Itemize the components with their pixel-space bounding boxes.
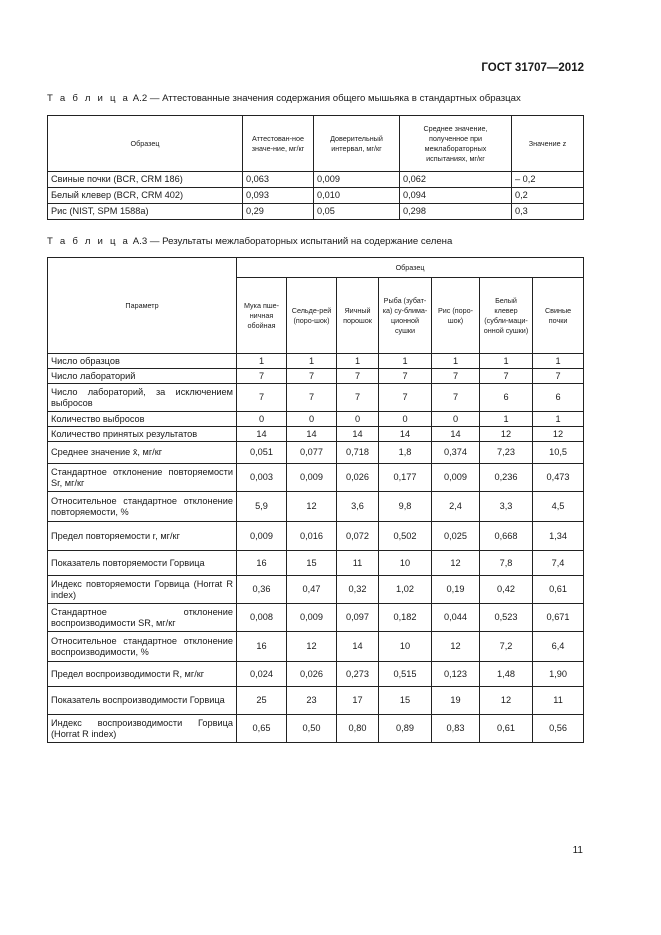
- header-sample: Образец: [48, 116, 243, 172]
- table-row: [48, 188, 584, 204]
- cell: 1: [337, 354, 379, 369]
- cell: 0,182: [379, 604, 432, 632]
- cell: 12: [480, 687, 533, 715]
- cell: 12: [287, 632, 337, 662]
- cell: 14: [432, 427, 480, 442]
- cell: 16: [237, 632, 287, 662]
- header-mean-value: Среднее значение, полученное при межлабораторных испытаниях, мг/кг: [400, 116, 512, 172]
- cell: 14: [337, 427, 379, 442]
- cell: 0: [237, 412, 287, 427]
- cell: 7: [432, 369, 480, 384]
- row-label: Количество выбросов: [48, 412, 237, 427]
- cell: 7: [533, 369, 584, 384]
- column-header: Мука пше-ничная обойная: [237, 278, 287, 354]
- cell: 0,19: [432, 576, 480, 604]
- cell: 10: [379, 551, 432, 576]
- cell: 6,4: [533, 632, 584, 662]
- page-number: 11: [572, 845, 583, 856]
- cell: 19: [432, 687, 480, 715]
- cell: 0,718: [337, 442, 379, 464]
- cell: 0,56: [533, 715, 584, 743]
- row-label: Относительное стандартное отклонение повторяемости, %: [48, 492, 237, 522]
- row-label: Стандартное отклонение воспроизводимости SR, мг/кг: [48, 604, 237, 632]
- cell: 17: [337, 687, 379, 715]
- cell: 23: [287, 687, 337, 715]
- cell: 12: [287, 492, 337, 522]
- cell: 0: [287, 412, 337, 427]
- table-row: [48, 384, 584, 412]
- table-row: [48, 492, 584, 522]
- cell: 14: [237, 427, 287, 442]
- cell: 12: [480, 427, 533, 442]
- cell: 0,010: [314, 188, 400, 204]
- column-header: Белый клевер (субли-маци-онной сушки): [480, 278, 533, 354]
- cell: 0,65: [237, 715, 287, 743]
- cell: Свиные почки (BCR, CRM 186): [48, 172, 243, 188]
- cell: 0,668: [480, 522, 533, 551]
- table-a2: [47, 115, 584, 220]
- cell: 5,9: [237, 492, 287, 522]
- cell: 7: [480, 369, 533, 384]
- row-label: Показатель повторяемости Горвица: [48, 551, 237, 576]
- table-row: [48, 442, 584, 464]
- cell: 2,4: [432, 492, 480, 522]
- cell: 0,47: [287, 576, 337, 604]
- cell: 1,02: [379, 576, 432, 604]
- caption-prefix: Т а б л и ц а: [47, 236, 131, 247]
- cell: 0,094: [400, 188, 512, 204]
- cell: Рис (NIST, SPM 1588a): [48, 204, 243, 220]
- cell: 0,051: [237, 442, 287, 464]
- cell: 9,8: [379, 492, 432, 522]
- cell: 10: [379, 632, 432, 662]
- cell: 1: [533, 412, 584, 427]
- cell: 7: [287, 369, 337, 384]
- table-a3: [47, 257, 584, 743]
- cell: 7: [287, 384, 337, 412]
- table-row: [48, 204, 584, 220]
- row-label: Индекс воспроизводимости Горвица (Horrat R index): [48, 715, 237, 743]
- cell: 7: [237, 369, 287, 384]
- cell: 15: [379, 687, 432, 715]
- cell: 1: [287, 354, 337, 369]
- cell: 15: [287, 551, 337, 576]
- standard-number: ГОСТ 31707—2012: [481, 62, 584, 74]
- table-row: [48, 412, 584, 427]
- cell: 6: [480, 384, 533, 412]
- cell: 0,063: [243, 172, 314, 188]
- cell: 0,273: [337, 662, 379, 687]
- cell: 7: [432, 384, 480, 412]
- table-row: [48, 354, 584, 369]
- header-z-value: Значение z: [512, 116, 584, 172]
- cell: 0,89: [379, 715, 432, 743]
- cell: 0,009: [314, 172, 400, 188]
- cell: 25: [237, 687, 287, 715]
- cell: 1: [480, 412, 533, 427]
- row-label: Число лабораторий, за исключением выбросов: [48, 384, 237, 412]
- cell: 0,29: [243, 204, 314, 220]
- table-row: [48, 687, 584, 715]
- table-row: [48, 604, 584, 632]
- cell: 0,236: [480, 464, 533, 492]
- cell: 0,61: [533, 576, 584, 604]
- cell: 7: [237, 384, 287, 412]
- column-header: Яичный порошок: [337, 278, 379, 354]
- table-row: [48, 369, 584, 384]
- table-row: [48, 427, 584, 442]
- cell: 11: [533, 687, 584, 715]
- cell: 14: [337, 632, 379, 662]
- cell: 1: [237, 354, 287, 369]
- table-row: [48, 551, 584, 576]
- cell: 1: [480, 354, 533, 369]
- cell: 0: [432, 412, 480, 427]
- caption-number: А.3: [132, 236, 148, 247]
- cell: 7,2: [480, 632, 533, 662]
- cell: 1,8: [379, 442, 432, 464]
- cell: 0,026: [287, 662, 337, 687]
- table-row: [48, 632, 584, 662]
- cell: 10,5: [533, 442, 584, 464]
- table-a3-header-row: [48, 258, 584, 278]
- table-row: [48, 576, 584, 604]
- cell: 1: [533, 354, 584, 369]
- header-parameter: Параметр: [48, 258, 237, 354]
- cell: 0,008: [237, 604, 287, 632]
- cell: 0,50: [287, 715, 337, 743]
- cell: 0,177: [379, 464, 432, 492]
- cell: 6: [533, 384, 584, 412]
- header-sample-group: Образец: [237, 258, 584, 278]
- cell: 0,502: [379, 522, 432, 551]
- row-label: Относительное стандартное отклонение воспроизводимости, %: [48, 632, 237, 662]
- cell: 0,671: [533, 604, 584, 632]
- cell: 0,80: [337, 715, 379, 743]
- cell: 12: [432, 632, 480, 662]
- cell: – 0,2: [512, 172, 584, 188]
- cell: 0,097: [337, 604, 379, 632]
- cell: 11: [337, 551, 379, 576]
- column-header: Рис (поро-шок): [432, 278, 480, 354]
- cell: 0,32: [337, 576, 379, 604]
- caption-text: — Аттестованные значения содержания общего мышьяка в стандартных образцах: [149, 93, 521, 104]
- cell: 0,36: [237, 576, 287, 604]
- cell: 0,523: [480, 604, 533, 632]
- cell: 14: [287, 427, 337, 442]
- table-a2-header-row: [48, 116, 584, 172]
- column-header: Сельде-рей (поро-шок): [287, 278, 337, 354]
- cell: 0,093: [243, 188, 314, 204]
- table-row: [48, 172, 584, 188]
- cell: 3,6: [337, 492, 379, 522]
- cell: 0,2: [512, 188, 584, 204]
- row-label: Количество принятых результатов: [48, 427, 237, 442]
- cell: 7,23: [480, 442, 533, 464]
- table-row: [48, 464, 584, 492]
- cell: 0,062: [400, 172, 512, 188]
- row-label: Индекс повторяемости Горвица (Horrat R index): [48, 576, 237, 604]
- cell: 16: [237, 551, 287, 576]
- cell: 0,077: [287, 442, 337, 464]
- row-label: Среднее значение x̄, мг/кг: [48, 442, 237, 464]
- table-a3-caption: [47, 236, 452, 247]
- cell: 0,072: [337, 522, 379, 551]
- column-header: Рыба (зубат-ка) су-блима-ционной сушки: [379, 278, 432, 354]
- cell: 1: [379, 354, 432, 369]
- cell: 1,48: [480, 662, 533, 687]
- cell: 0,83: [432, 715, 480, 743]
- row-label: Число образцов: [48, 354, 237, 369]
- cell: 0,61: [480, 715, 533, 743]
- cell: 0,044: [432, 604, 480, 632]
- cell: 0,42: [480, 576, 533, 604]
- column-header: Свиные почки: [533, 278, 584, 354]
- cell: 0,016: [287, 522, 337, 551]
- cell: 0,009: [287, 464, 337, 492]
- cell: 7: [337, 384, 379, 412]
- cell: 3,3: [480, 492, 533, 522]
- table-a2-caption: [47, 93, 521, 104]
- header-certified-value: Аттестован-ное значе-ние, мг/кг: [243, 116, 314, 172]
- row-label: Предел воспроизводимости R, мг/кг: [48, 662, 237, 687]
- cell: 0,298: [400, 204, 512, 220]
- cell: 0: [379, 412, 432, 427]
- cell: 0,515: [379, 662, 432, 687]
- table-row: [48, 522, 584, 551]
- cell: 7,8: [480, 551, 533, 576]
- cell: 0,3: [512, 204, 584, 220]
- cell: 0,374: [432, 442, 480, 464]
- cell: 0,05: [314, 204, 400, 220]
- row-label: Стандартное отклонение повторяемости Sr, мг/кг: [48, 464, 237, 492]
- cell: 0,003: [237, 464, 287, 492]
- cell: 0,026: [337, 464, 379, 492]
- cell: 0,473: [533, 464, 584, 492]
- cell: 4,5: [533, 492, 584, 522]
- cell: 0,009: [287, 604, 337, 632]
- row-label: Число лабораторий: [48, 369, 237, 384]
- cell: 1,34: [533, 522, 584, 551]
- cell: 1: [432, 354, 480, 369]
- header-confidence-interval: Доверительный интервал, мг/кг: [314, 116, 400, 172]
- cell: 7: [337, 369, 379, 384]
- cell: 0,009: [237, 522, 287, 551]
- cell: 7: [379, 384, 432, 412]
- cell: 0,123: [432, 662, 480, 687]
- table-row: [48, 715, 584, 743]
- cell: 1,90: [533, 662, 584, 687]
- cell: Белый клевер (BCR, CRM 402): [48, 188, 243, 204]
- cell: 0,024: [237, 662, 287, 687]
- cell: 0: [337, 412, 379, 427]
- cell: 12: [533, 427, 584, 442]
- cell: 0,009: [432, 464, 480, 492]
- cell: 12: [432, 551, 480, 576]
- cell: 7: [379, 369, 432, 384]
- caption-prefix: Т а б л и ц а: [47, 93, 131, 104]
- caption-number: А.2: [132, 93, 148, 104]
- cell: 7,4: [533, 551, 584, 576]
- cell: 0,025: [432, 522, 480, 551]
- row-label: Предел повторяемости r, мг/кг: [48, 522, 237, 551]
- caption-text: — Результаты межлабораторных испытаний на содержание селена: [149, 236, 453, 247]
- table-row: [48, 662, 584, 687]
- table-a3-body: [48, 354, 584, 743]
- row-label: Показатель воспроизводимости Горвица: [48, 687, 237, 715]
- cell: 14: [379, 427, 432, 442]
